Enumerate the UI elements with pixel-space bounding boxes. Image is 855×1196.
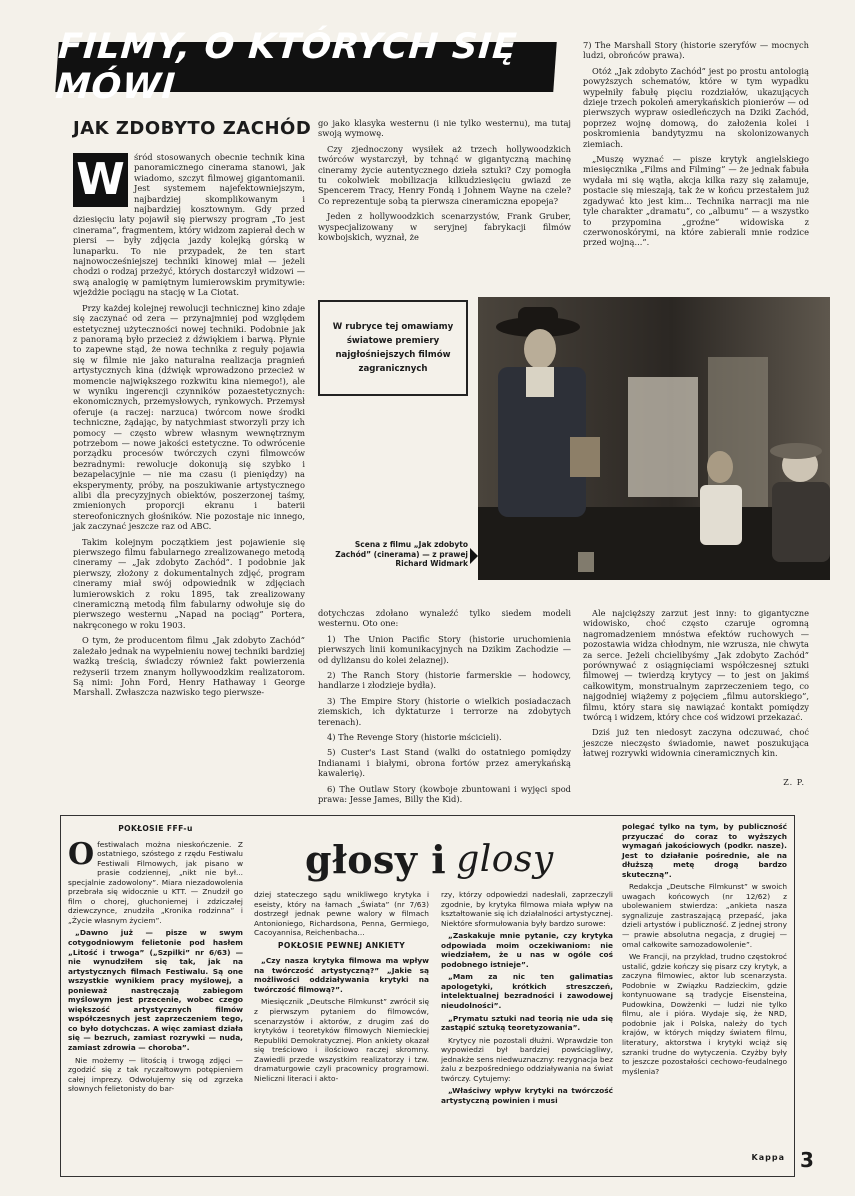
voices-quote: „Dawno już — pisze w swym cotygodniowym felietonie pod hasłem „Litość i trwoga” („Szpilki” nr 6/63) — nie wynudziłem się tak, jak na artystycznych filmach Festiwalu. Są one wszystkie wynikiem pracy myślowej, a ponieważ nastręczają zabiegom myślowym jest przecenie, wobec czego większość artystycznych filmów współczesnych jest zaprzeczeniem tego, co było dotychczas. A więc zamiast działa się — bezruch, zamiast rozrywki — nuda, zamiast zdrowia — choroba”. [68,928,243,1053]
voices-column-1 [68,822,243,1167]
article-paragraph: Otóż „Jak zdobyto Zachód” jest po prostu antologią powyższych schematów, które w tym wypadku wypełniły fabułę pięciu rozdziałów, ukazujących dzieje trzech pokoleń amerykańskich pionierów — od pierwszych wypraw osiedleńczych na Dziki Zachód, poprzez wojnę domową, do założenia kolei i poskromienia bandytyzmu na skolonizowanych ziemiach. [583,65,809,149]
article-column-3-top [583,40,809,290]
article-column-2-bottom [318,608,571,805]
voices-paragraph: rzy, którzy odpowiedzi nadesłali, zaprzeczyli zgodnie, by krytyka filmowa miała wpływ na kształtowanie się ich działalności artystycznej. Niektóre sformułowania były bardzo surowe: [441,890,614,928]
voices-paragraph: We Francji, na przykład, trudno częstokroć ustalić, gdzie kończy się pisarz czy krytyk, a zaczyna filmowiec, aktor lub scenarzysta. Podobnie w Związku Radzieckim, gdzie kontynuowane są tradycje Eisensteina, Pudowkina, Dowżenki — ludzi nie tylko filmu, ale i pióra. Wydaje się, że NRD, podobnie jak i Polska, należy do tych krajów, w których między światem filmu, literatury, aktorstwa i krytyki wciąż się szranki trudne do wytyczenia. Czyżby były to jeszcze pozostałości cechowo-feudalnego myślenia? [622,952,787,1076]
voices-title-right: glosy [456,839,554,880]
voices-paragraph: dziej stateczego sądu wnikliwego krytyka i eseisty, który na łamach „Świata” (nr 7/63) dostrzegł jednak pewne walory w filmach Antonioniego, Richardsona, Penna, Germiego, Cacoyannisa, Reichenbacha... [254,890,429,938]
voices-quote: „Czy nasza krytyka filmowa ma wpływ na twórczość artystyczną?” „Jakie są możliwości oddziaływania krytyki na twórczość filmową?”. [254,956,429,994]
article-paragraph: „Muszę wyznać — pisze krytyk angielskiego miesięcznika „Films and Filming” — że jednak fabuła wydała mi się wątła, akcja kilka razy się załamuje, postacie się mieszają, tak że w końcu przestałem już zgadywać kto jest kim... Technika narracji ma nie tyle charakter „dramatu”, co „albumu” — a wszystko to przypomina „groźne” widowiska z czerwonoskórymi, na które zabierali mnie rodzice przed wojną...”. [583,154,809,248]
voices-signature: Kappa [751,1153,785,1162]
list-item: 6) The Outlaw Story (kowboje zbuntowani i wyjęci spod prawa: Jesse James, Billy the Kid). [318,783,571,805]
list-item: 3) The Empire Story (historie o wielkich posiadaczach ziemskich, ich dyktaturze i terrorze na zdobytych terenach). [318,695,571,727]
article-paragraph: dotychczas zdołano wynaleźć tylko siedem modeli westernu. Oto one: [318,608,571,629]
article-paragraph: Takim kolejnym początkiem jest pojawienie się pierwszego filmu fabularnego zrealizowanego metodą cineramy — „Jak zdobyto Zachód”. I podobnie jak pierwszy, złożony z dokumentalnych zdjęć, program cineramy miał swój odpowiednik w zdjęciach lumierowskich z roku 1895, tak zrealizowany cineramiczną metodą film fabularny odwołuje się do pierwszego westernu „Napad na pociąg” Portera, nakręconego w roku 1903. [73,536,305,630]
article-paragraph: Jeden z hollywoodzkich scenarzystów, Frank Gruber, wyspecjalizowany w seryjnej fabrykacji filmów kowbojskich, wyznał, że [318,211,571,243]
voices-paragraph: Redakcja „Deutsche Filmkunst” w swoich uwagach końcowych (nr 12/62) z ubolewaniem stwierdza: „ankieta nasza sygnalizuje zastraszającą przepaść, jaka dzieli artystów i publiczność. Z jednej strony — prawie absolutna negacja, z drugiej — omal całkowite samozadowolenie”. [622,882,787,949]
article-paragraph: Dziś już ten niedosyt zaczyna odczuwać, choć jeszcze nieczęsto świadomie, nawet poszukująca łatwej rozrywki widownia cineramicznych kin. [583,727,809,759]
voices-quote: „Mam za nic ten galimatias apologetyki, krótkich streszczeń, intelektualnej bezradności i zawodowej nieudolności”. [441,972,613,1011]
voices-paragraph: Krytycy nie pozostali dłużni. Wprawdzie ton wypowiedzi był bardziej powściągliwy, jednakże sens niedwuznaczny: rezygnacja bez żalu z bezpośredniego oddziaływania na świat twórczy. Cytujemy: [441,1035,613,1083]
photo-caption: Scena z filmu „Jak zdobyto Zachód” (cinerama) — z prawej Richard Widmark [335,540,468,568]
list-item: 2) The Ranch Story (historie farmerskie — hodowcy, handlarze i złodzieje bydła). [318,670,571,691]
caption-arrow-icon [470,548,478,564]
voices-column-2 [254,890,429,1167]
voices-quote: polegać tylko na tym, by publiczność przyuczać do coraz to wyższych wymagań jakościowych (podkr. nasze). Jest to działanie pośrednie, ale na dłuższą metę drogą bardzo skuteczną”. [622,822,787,879]
article-paragraph: Ale najcięższy zarzut jest inny: to gigantyczne widowisko, choć często czaruje ogromną nagromadzeniem mnóstwa efektów ruchowych — pozostawia widza chłodnym, nie wzrusza, nie chwyta za serce. Jeżeli chcielibyśmy „Jak zdobyto Zachód” porównywać z osiągnięciami współczesnej sztuki filmowej — twierdzą krytycy — to jest on jakimś całkowitym, monstrualnym zaprzeczeniem tego, co najgodniej wiążemy z pojęciem „filmu autorskiego”, filmu, który stara się nawiązać kontakt pomiędzy twórcą i widzem, który chce coś widzowi przekazać. [583,608,809,723]
article-column-2-top [318,118,571,290]
drop-cap: O [68,836,95,872]
article-paragraph: go jako klasyka westernu (i nie tylko westernu), ma tutaj swoją wymowę. [318,118,571,139]
article-paragraph: O tym, że producentom filmu „Jak zdobyto Zachód” zależało jednak na wypełnieniu nowej techniki bardziej ważką treścią, świadczy również fakt powierzenia reżyserii trzem znanym hollywoodzkim realizatorom. Są nimi: John Ford, Henry Hathaway i George Marshall. Zwłaszcza nazwisko tego pierwsze- [73,635,305,698]
film-still-photo [478,297,830,580]
article-column-3-bottom [583,608,809,776]
voices-paragraph: Nie możemy — litością i trwogą zdjęci — zgodzić się z tak ryczałtowym potępieniem całej imprezy. Odwołujemy się od zgrzeka słownych felietonisty do bar- [68,1055,243,1094]
voices-paragraph: Miesięcznik „Deutsche Filmkunst” zwrócił się z pierwszym pytaniem do filmowców, scenarzystów i aktorów, z drugim zaś do krytyków i teoretyków filmowych Niemieckiej Republiki Demokratycznej. Plon ankiety okazał się treściowo i ilościowo raczej skromny. Zawiedli przede wszystkim realizatorzy i tzw. dramaturgowie czyli pracownicy programowi. Nieliczni literaci i akto- [254,997,429,1083]
article-column-1 [73,152,305,788]
section-subheading: POKŁOSIE PEWNEJ ANKIETY [277,940,406,950]
masthead-title: FILMY, O KTÓRYCH SIĘ MÓWI [54,27,519,107]
article-paragraph: Przy każdej kolejnej rewolucji technicznej kino zdaje się zaczynać od zera — przynajmniej pod względem estetycznej użyteczności nowej techniki. Podobnie jak z panoramą było przecież z dźwiękiem i barwą. Płynie to zapewne stąd, że nowa technika z reguły pojawia się w filmie nie jako naturalna realizacja pragnień artystycznych kina (dźwięk wprowadzono przecież w momencie największego rozkwitu kina niemego!), ale w wyniku ingerencji czynników pozaestetycznych: ekonomicznych, przemysłowych, rynkowych. Przemysł oferuje (a raczej: narzuca) twórcom nowe środki techniczne, żądając, by natychmiast stworzyli przy ich pomocy — często wbrew własnym wewnętrznym potrzebom — nowe jakości estetyczne. To odwrócenie porządku procesów twórczych czyni filmowców bezradnymi: rewolucje dokonują się szybko i bezapelacyjnie — nie ma czasu (i pieniędzy) na eksperymenty, próby, na poszukiwanie artystycznego alibi dla precyzyjnych obiektów, poszerzonej taśmy, zmienionych proporcji ekranu i baterii stereofonicznych głośników. Nie pozostaje nic innego, jak zaczynać jeszcze raz od ABC. [73,302,305,532]
voices-paragraph: festiwalach można nieskończenie. Z ostatniego, szóstego z rzędu Festiwalu Festiwali Filmowych, jak pisano w prasie codziennej, „nikt nie był... specjalnie zadowolony”. Miara niezadowolenia przebrała się widocznie u KTT. — Znudził go film o chorej, głuchoniemej i zdziczałej dziewczynce, znudziła „Kronika rodzinna” i „Życie własnym życiem”. [68,839,243,925]
section-subheading: POKŁOSIE FFF-u [118,824,193,833]
voices-quote: „Zaskakuje mnie pytanie, czy krytyka odpowiada moim oczekiwaniom: nie wiedziałem, że u nas w ogóle coś podobnego istnieje”. [441,931,613,969]
voices-column-3 [441,890,613,1167]
section-masthead [54,27,556,107]
article-paragraph: śród stosowanych obecnie technik kina panoramicznego cinerama stanowi, jak wiadomo, szczyt filmowej gigantomanii. Jest systemem najefektowniejszym, najbardziej skomplikowanym i najbardziej kosztownym. Gdy przed dziesięciu laty pojawił się pierwszy program „To jest cinerama”, fragmentem, który widzom zapierał dech w piersi — były zdjęcia jazdy kolejką górską w lunaparku. To nie przypadek, że ten start najnowocześniejszej techniki kinowej miał — jeżeli chodzi o rodzaj przeżyć, których dostarczył widzowi — swą analogię w pamiętnym lumierowskim prymitywie: wjeżdżie pociągu na stację w La Ciotat. [73,152,305,298]
list-item: 1) The Union Pacific Story (historie uruchomienia pierwszych linii komunikacyjnych na Dzikim Zachodzie — od dyliżansu do kolei żelaznej). [318,633,571,665]
drop-cap: W [73,153,128,207]
article-paragraph: Czy zjednoczony wysiłek aż trzech hollywoodzkich twórców wystarczył, by tchnąć w gigantyczną machinę cineramy życie autentycznego dzieła sztuki? Czy pomogła tu cokolwiek mobilizacja kilkudziesięciu gwiazd ze Spencerem Tracy, Henry Fondą i Johnem Wayne na czele? Co reprezentuje sobą ta pierwsza cineramiczna epopeja? [318,143,571,206]
rubric-callout-box [318,300,468,396]
voices-quote: „Prymatu sztuki nad teorią nie uda się zastąpić sztuką teoretyzowania”. [441,1013,613,1033]
voices-column-4 [622,822,787,1152]
page-number: 3 [800,1148,814,1172]
voices-title-left: głosy i [305,837,447,882]
article-headline: JAK ZDOBYTO ZACHÓD [73,118,312,139]
list-item: 4) The Revenge Story (historie mścicieli). [327,732,502,743]
article-paragraph: 7) The Marshall Story (historie szeryfów — mocnych ludzi, obrońców prawa). [583,40,809,61]
voices-title [305,838,585,882]
rubric-callout-text: W rubryce tej omawiamy światowe premiery najgłośniejszych filmów zagranicznych [332,322,454,374]
article-signature: Z. P. [783,778,805,787]
list-item: 5) Custer's Last Stand (walki do ostatniego pomiędzy Indianami i białymi, obrona fortów przez amerykańską kawalerię). [318,747,571,779]
voices-quote: „Właściwy wpływ krytyki na twórczość artystyczną powinien i musi [441,1086,613,1105]
film-still-illustration [478,297,830,580]
